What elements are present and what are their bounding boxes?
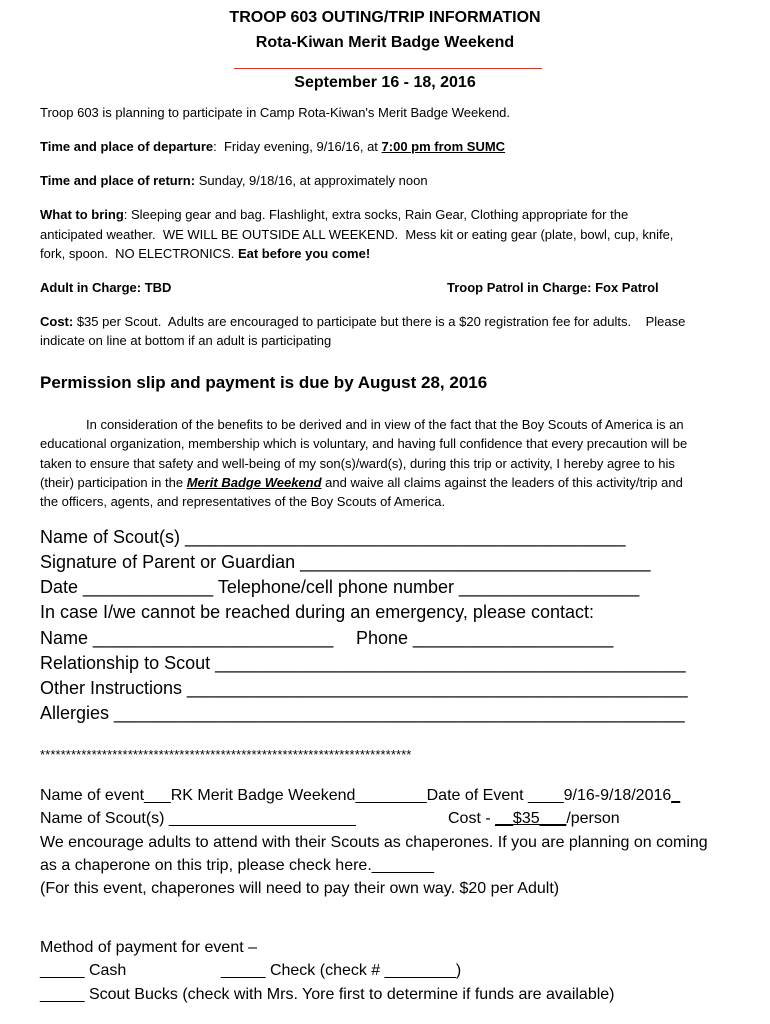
permission-heading: Permission slip and payment is due by August 28, 2016 xyxy=(40,373,488,392)
consent-line-3: taken to ensure that safety and well-being of my son(s)/ward(s), during this trip or activity, I hereby agree to his xyxy=(40,456,675,471)
slip-cost-label: Cost - xyxy=(448,810,496,827)
cost-line-1 xyxy=(40,314,685,329)
scout-name-field[interactable]: Name of Scout(s) ____________________________________________ xyxy=(40,527,626,547)
cost-text-1: $35 per Scout. Adults are encouraged to participate but there is a $20 registration fee for adults. Please xyxy=(73,314,686,329)
patrol-in-charge: Troop Patrol in Charge: Fox Patrol xyxy=(447,280,659,295)
return-line xyxy=(40,173,428,188)
document-subtitle: Rota-Kiwan Merit Badge Weekend xyxy=(255,34,515,51)
allergies-field[interactable]: Allergies _________________________________________________________ xyxy=(40,703,685,723)
bring-line-3 xyxy=(40,246,370,261)
consent-line-2: educational organization, membership which is voluntary, and having full confidence that every precaution will be xyxy=(40,436,688,451)
adult-in-charge: Adult in Charge: TBD xyxy=(40,280,172,295)
bring-text-3: fork, spoon. NO ELECTRONICS. xyxy=(40,246,238,261)
departure-time: 7:00 pm from SUMC xyxy=(381,139,506,154)
bring-text-1: : Sleeping gear and bag. Flashlight, extra socks, Rain Gear, Clothing appropriate for the xyxy=(123,207,629,222)
consent-line-1: In consideration of the benefits to be derived and in view of the fact that the Boy Scouts of America is an xyxy=(86,417,684,432)
consent-text-4a: (their) participation in the xyxy=(40,475,187,490)
payment-cash-option[interactable]: _____ Cash xyxy=(40,962,127,979)
payment-scout-bucks-option[interactable]: _____ Scout Bucks (check with Mrs. Yore first to determine if funds are available) xyxy=(40,986,615,1003)
slip-cost-amount: __$35___ xyxy=(495,810,567,827)
payment-check-option[interactable]: _____ Check (check # ________) xyxy=(221,962,462,979)
document-title: TROOP 603 OUTING/TRIP INFORMATION xyxy=(229,9,541,26)
departure-text: : Friday evening, 9/16/16, at xyxy=(213,139,382,154)
departure-label: Time and place of departure xyxy=(40,139,214,154)
relationship-field[interactable]: Relationship to Scout _______________________________________________ xyxy=(40,653,686,673)
consent-line-5: the officers, agents, and representatives of the Boy Scouts of America. xyxy=(40,494,446,509)
bring-line-1 xyxy=(40,207,628,222)
parent-signature-field[interactable]: Signature of Parent or Guardian ___________________________________ xyxy=(40,552,651,572)
return-label: Time and place of return: xyxy=(40,173,196,188)
other-instructions-field[interactable]: Other Instructions __________________________________________________ xyxy=(40,678,688,698)
emergency-phone-field[interactable]: Phone ____________________ xyxy=(356,628,614,648)
payment-heading: Method of payment for event – xyxy=(40,939,258,956)
slip-scout-name-field[interactable]: Name of Scout(s) _____________________ xyxy=(40,810,356,827)
consent-event-name: Merit Badge Weekend xyxy=(186,475,322,490)
separator-stars: ************************************************************************ xyxy=(40,747,412,762)
title-divider xyxy=(234,68,542,69)
cost-label: Cost: xyxy=(40,314,74,329)
bring-line-2: anticipated weather. WE WILL BE OUTSIDE ALL WEEKEND. Mess kit or eating gear (plate, bowl, cup, knife, xyxy=(40,227,674,242)
chaperone-checkline[interactable]: as a chaperone on this trip, please check here._______ xyxy=(40,857,435,874)
return-text: Sunday, 9/18/16, at approximately noon xyxy=(195,173,428,188)
date-phone-field[interactable]: Date _____________ Telephone/cell phone number __________________ xyxy=(40,577,640,597)
bring-label: What to bring xyxy=(40,207,124,222)
slip-event-trailer: _ xyxy=(671,787,681,804)
slip-cost xyxy=(448,810,620,828)
emergency-heading: In case I/we cannot be reached during an emergency, please contact: xyxy=(40,602,595,622)
consent-text-4c: and waive all claims against the leaders of this activity/trip and xyxy=(321,475,683,490)
slip-cost-unit: /person xyxy=(566,810,620,827)
departure-line xyxy=(40,139,505,154)
bring-eat-note: Eat before you come! xyxy=(237,246,371,261)
emergency-name-field[interactable]: Name ________________________ xyxy=(40,628,334,648)
chaperone-text-1: We encourage adults to attend with their Scouts as chaperones. If you are planning on coming xyxy=(40,834,708,851)
event-dates: September 16 - 18, 2016 xyxy=(294,74,476,91)
cost-line-2: indicate on line at bottom if an adult is participating xyxy=(40,333,332,348)
consent-line-4 xyxy=(40,475,683,490)
slip-event-line[interactable] xyxy=(40,787,680,805)
chaperone-note: (For this event, chaperones will need to pay their own way. $20 per Adult) xyxy=(40,880,560,897)
intro-text: Troop 603 is planning to participate in Camp Rota-Kiwan's Merit Badge Weekend. xyxy=(40,105,511,120)
slip-event-text: Name of event___RK Merit Badge Weekend________Date of Event ____9/16-9/18/2016 xyxy=(40,787,672,804)
